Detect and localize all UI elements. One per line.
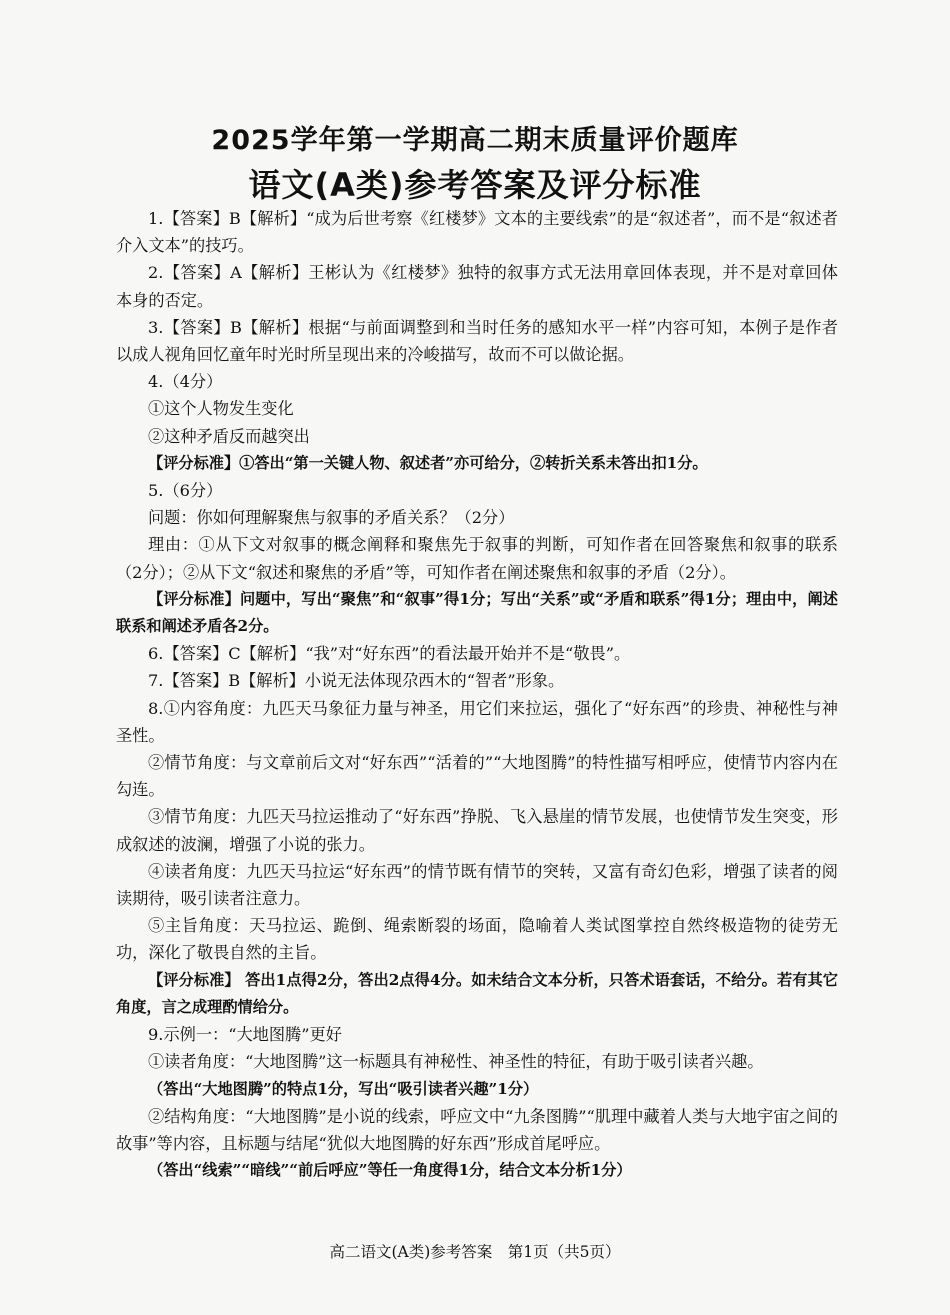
answer-q8-point1: 8.①内容角度：九匹天马象征力量与神圣，用它们来拉运，强化了“好东西”的珍贵、神秘性与神圣性。 [116,698,838,745]
answer-q4-point2: ②这种矛盾反而越突出 [148,426,310,446]
answer-q5-question: 问题：你如何理解聚焦与叙事的矛盾关系？（2分） [148,508,515,528]
document-subtitle: 语文(A类)参考答案及评分标准 [248,166,702,204]
answer-q9-point1: ①读者角度：“大地图腾”这一标题具有神秘性、神圣性的特征，有助于吸引读者兴趣。 [148,1052,764,1072]
answer-q9-example: 9.示例一：“大地图腾”更好 [148,1025,342,1045]
scoring-standard-q8: 【评分标准】 答出1点得2分，答出2点得4分。如未结合文本分析，只答术语套话，不给分。若有其它角度，言之成理酌情给分。 [116,970,838,1016]
page-footer: 高二语文(A类)参考答案 第1页（共5页） [329,1243,621,1261]
answer-q4-point1: ①这个人物发生变化 [148,399,294,419]
answer-q8-point2: ②情节角度：与文章前后文对“好东西”“活着的”“大地图腾”的特性描写相呼应，使情节内容内在勾连。 [116,753,838,800]
answer-body [116,205,838,1184]
answer-q8-point3: ③情节角度：九匹天马拉运推动了“好东西”挣脱、飞入悬崖的情节发展，也使情节发生突变，形成叙述的波澜，增强了小说的张力。 [116,807,838,854]
answer-q6: 6.【答案】C【解析】“我”对“好东西”的看法最开始并不是“敬畏”。 [148,644,631,664]
answer-q7: 7.【答案】B【解析】小说无法体现尕西木的“智者”形象。 [148,671,565,691]
scoring-standard-q4: 【评分标准】①答出“第一关键人物、叙述者”亦可给分，②转折关系未答出扣1分。 [148,453,708,472]
scoring-note-q9-point2: （答出“线索”“暗线”“前后呼应”等任一角度得1分，结合文本分析1分） [148,1161,632,1180]
exam-title: 2025学年第一学期高二期末质量评价题库 [211,125,739,156]
answer-q2: 2.【答案】A【解析】王彬认为《红楼梦》独特的叙事方式无法用章回体表现，并不是对章回体本身的否定。 [116,263,838,310]
answer-q8-point5: ⑤主旨角度：天马拉运、跪倒、绳索断裂的场面，隐喻着人类试图掌控自然终极造物的徒劳无功，深化了敬畏自然的主旨。 [116,916,838,963]
answer-q4-header: 4.（4分） [148,372,223,392]
answer-q9-point2: ②结构角度：“大地图腾”是小说的线索，呼应文中“九条图腾”“肌理中藏着人类与大地宇宙之间的故事”等内容，且标题与结尾“犹似大地图腾的好东西”形成首尾呼应。 [116,1106,838,1153]
scoring-note-q9-point1: （答出“大地图腾”的特点1分，写出“吸引读者兴趣”1分） [148,1079,539,1098]
answer-q5-header: 5.（6分） [148,481,223,501]
scoring-standard-q5: 【评分标准】问题中，写出“聚焦”和“叙事”得1分；写出“关系”或“矛盾和联系”得1分；理由中，阐述联系和阐述矛盾各2分。 [116,589,838,636]
answer-q1: 1.【答案】B【解析】“成为后世考察《红楼梦》文本的主要线索”的是“叙述者”，而不是“叙述者介入文本”的技巧。 [116,209,838,256]
answer-q3: 3.【答案】B【解析】根据“与前面调整到和当时任务的感知水平一样”内容可知，本例子是作者以成人视角回忆童年时光时所呈现出来的冷峻描写，故而不可以做论据。 [116,317,838,365]
answer-q5-reason: 理由：①从下文对叙事的概念阐释和聚焦先于叙事的判断，可知作者在回答聚焦和叙事的联系（2分）；②从下文“叙述和聚焦的矛盾”等，可知作者在阐述聚焦和叙事的矛盾（2分）。 [116,535,838,582]
answer-q8-point4: ④读者角度：九匹天马拉运“好东西”的情节既有情节的突转，又富有奇幻色彩，增强了读者的阅读期待，吸引读者注意力。 [116,861,838,909]
